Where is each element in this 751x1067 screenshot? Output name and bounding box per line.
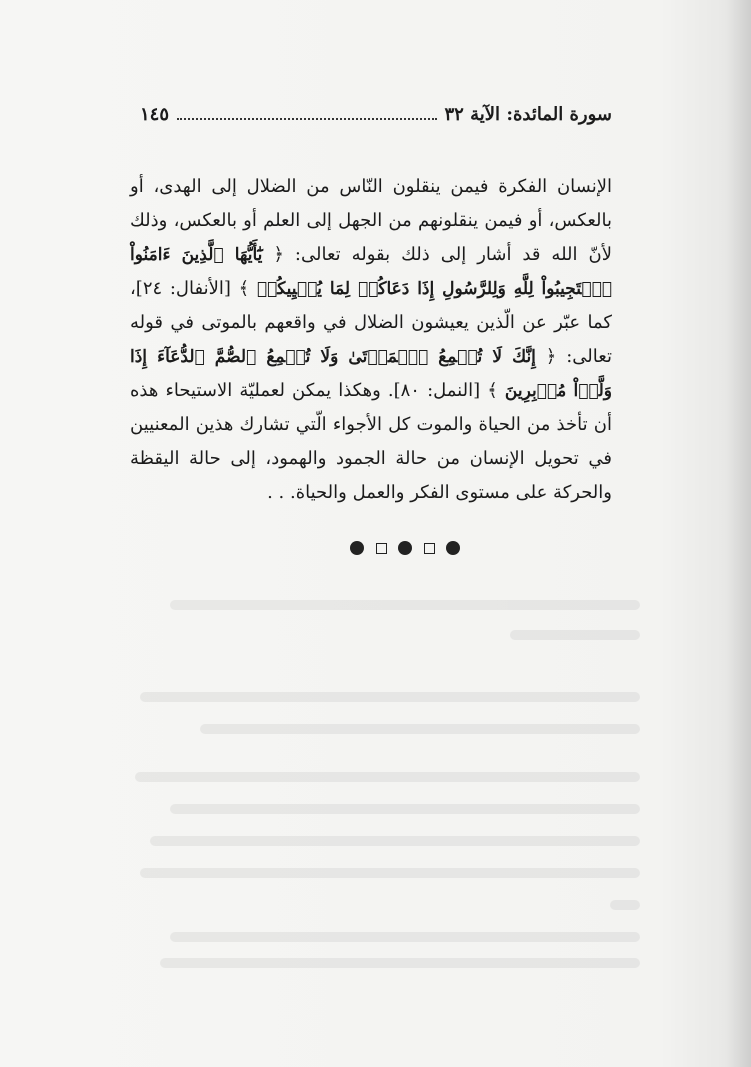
page-edge-shadow xyxy=(727,0,751,1067)
bleed-through-texture xyxy=(120,600,640,980)
body-paragraph xyxy=(130,170,612,510)
text-line-2: فيمن ينقلونهم من الجهل إلى العلم أو بالعكس، وذلك لأنّ الله قد أشار إلى xyxy=(130,210,612,265)
ornament-dot-icon xyxy=(446,541,460,555)
header-title: سورة المائدة: الآية ٣٢ xyxy=(444,103,612,125)
text-after-verse-1: [الأنفال: ٢٤]، كما عبّر عن الّذين يعيشون الضلال في واقعهم بالموتى في قوله تعالى: xyxy=(130,278,612,367)
quran-open-bracket-2: ﴿ xyxy=(545,346,557,367)
ghost-line xyxy=(170,932,640,942)
ghost-line xyxy=(160,958,640,968)
ghost-line xyxy=(200,724,640,734)
page-number: ١٤٥ xyxy=(140,103,170,125)
ghost-line xyxy=(135,772,640,782)
ornament-dot-icon xyxy=(350,541,364,555)
ghost-line xyxy=(170,804,640,814)
quran-close-bracket-2: ﴾ xyxy=(487,380,498,401)
ghost-line xyxy=(170,600,640,610)
ghost-line xyxy=(510,630,640,640)
ornament-dot-icon xyxy=(398,541,412,555)
text-line-1: الإنسان الفكرة فيمن ينقلون النّاس من الضلال إلى الهدى، أو بالعكس، أو xyxy=(130,176,612,231)
text-after-verse-2: [النمل: ٨٠]. وهكذا يمكن لعمليّة الاستيحاء هذه أن تأخذ من الحياة والموت كل الأجواء الّتي تشارك هذين المعنيين في تحويل الإنسان من حالة الجمود والهمود، إلى حالة اليقظة والحركة على مستوى الفكر والعمل والحياة. . . xyxy=(130,380,612,503)
quran-verse-anfal: يَٰٓأَيُّهَا ٱلَّذِينَ ءَامَنُواْ ٱسۡتَجِيبُواْ لِلَّهِ وَلِلرَّسُولِ إِذَا دَعَاكُمۡ لِمَا يُحۡيِيكُمۡ xyxy=(130,245,612,299)
ornament-square-icon xyxy=(424,543,435,554)
header-leader-dots xyxy=(177,118,437,120)
quran-verse-naml: إِنَّكَ لَا تُسۡمِعُ ٱلۡمَوۡتَىٰ وَلَا تُسۡمِعُ ٱلصُّمَّ ٱلدُّعَآءَ إِذَا وَلَّوۡاْ مُدۡبِرِينَ xyxy=(130,347,612,401)
quran-open-bracket: ﴿ xyxy=(273,244,284,265)
ghost-line xyxy=(610,900,640,910)
section-divider-ornament xyxy=(350,538,460,558)
quran-close-bracket: ﴾ xyxy=(238,278,250,299)
ornament-square-icon xyxy=(376,543,387,554)
ghost-line xyxy=(140,868,640,878)
running-header xyxy=(140,98,612,130)
ghost-line xyxy=(140,692,640,702)
ghost-line xyxy=(150,836,640,846)
text-line-3-prefix: ذلك بقوله تعالى: xyxy=(294,244,430,265)
